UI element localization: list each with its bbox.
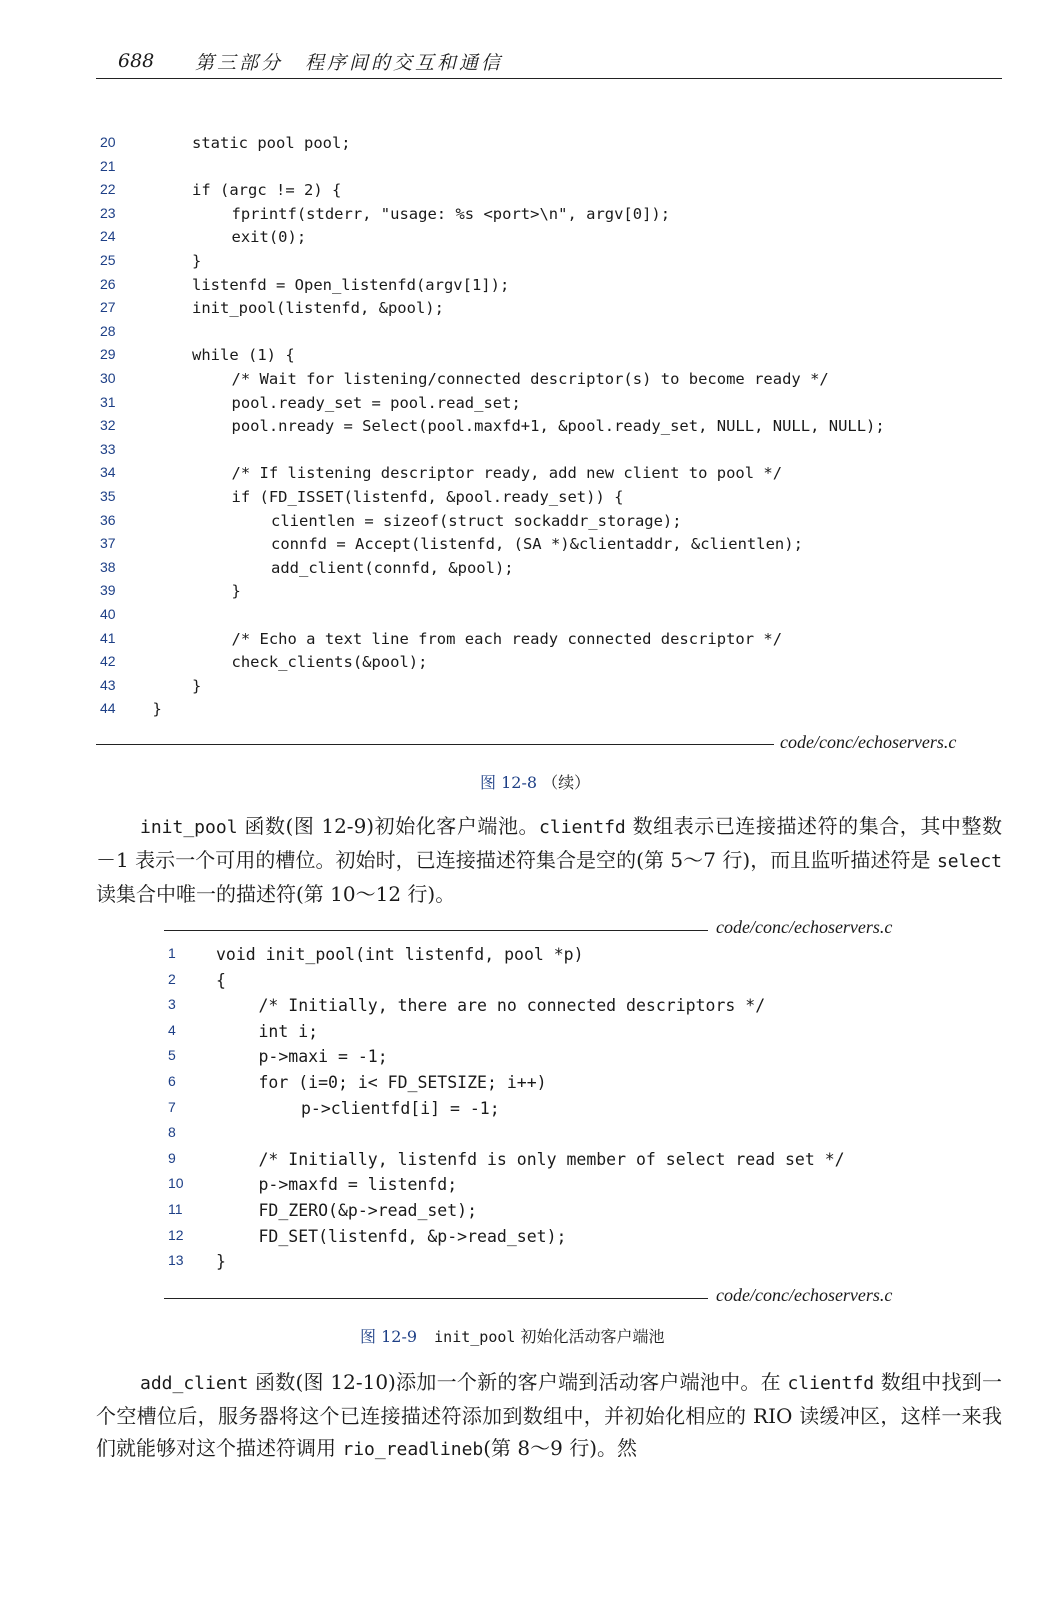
code-text: /* Initially, listenfd is only member of select read set */: [258, 1149, 845, 1169]
inline-code: clientfd: [787, 1373, 875, 1394]
code-text: check_clients(&pool);: [231, 653, 428, 672]
code-text: for (i=0; i< FD_SETSIZE; i++): [258, 1073, 547, 1092]
line-number: 3: [168, 996, 176, 1013]
code-text: FD_SET(listenfd, &p->read_set);: [258, 1226, 567, 1246]
line-number: 5: [168, 1047, 176, 1064]
chapter-title: 第三部分 程序间的交互和通信: [195, 52, 504, 74]
code-text: pool.nready = Select(pool.maxfd+1, &pool.ready_set, NULL, NULL, NULL);: [231, 417, 885, 436]
line-number: 28: [100, 322, 116, 339]
paragraph-text: 读集合中唯一的描述符(第 10～12 行)。: [96, 882, 456, 906]
code-text: init_pool(listenfd, &pool);: [192, 299, 444, 318]
line-number: 22: [100, 181, 116, 198]
code-text: int i;: [258, 1021, 319, 1041]
inline-code: select: [936, 851, 1002, 872]
paragraph-text: 数组表示已连接描述符的集合，其中整数－1 表示一个可用的槽位。初始时，已连接描述符集合是空的(第 5～7 行)，而且监听描述符是: [96, 814, 1002, 872]
figure-caption-12-9: [360, 1324, 665, 1347]
page-number: 688: [118, 50, 155, 72]
code-text: }: [231, 582, 241, 601]
code-text: while (1) {: [192, 346, 295, 365]
caption-code: init_pool: [434, 1328, 516, 1346]
line-number: 34: [100, 464, 116, 481]
code-text: listenfd = Open_listenfd(argv[1]);: [192, 275, 510, 294]
code-text: void init_pool(int listenfd, pool *p): [216, 945, 584, 964]
line-number: 26: [100, 275, 116, 292]
inline-code: clientfd: [539, 817, 626, 838]
code-text: pool.ready_set = pool.read_set;: [231, 393, 521, 412]
line-number: 11: [168, 1201, 183, 1217]
code-text: }: [192, 252, 202, 270]
code-text: if (argc != 2) {: [192, 181, 342, 200]
line-number: 36: [100, 511, 116, 528]
line-number: 1: [168, 945, 176, 961]
line-number: 20: [100, 134, 116, 150]
line-number: 39: [100, 582, 116, 599]
inline-code: rio_readlineb: [342, 1439, 484, 1460]
code-listing-12-8: [100, 134, 1000, 724]
line-number: 33: [100, 440, 116, 457]
line-number: 25: [100, 252, 116, 268]
caption-text: （续）: [542, 773, 591, 792]
header-divider: [96, 78, 1002, 79]
figure-caption-12-8: [480, 770, 590, 793]
code-text: connfd = Accept(listenfd, (SA *)&clientaddr, &clientlen);: [271, 535, 803, 554]
code-text: fprintf(stderr, "usage: %s <port>\n", argv[0]);: [231, 204, 671, 223]
line-number: 38: [100, 558, 116, 575]
line-number: 7: [168, 1098, 176, 1115]
body-paragraph-2: [96, 1366, 1002, 1466]
caption-number: 图 12-8: [480, 773, 538, 792]
line-number: 40: [100, 606, 116, 622]
source-rule-12-9-top: [164, 930, 708, 931]
source-rule-12-8: [96, 744, 774, 745]
line-number: 23: [100, 204, 116, 221]
code-text: /* Wait for listening/connected descriptor(s) to become ready */: [231, 370, 829, 388]
line-number: 43: [100, 676, 116, 693]
line-number: 8: [168, 1124, 176, 1141]
code-text: }: [152, 700, 162, 719]
code-text: clientlen = sizeof(struct sockaddr_storage);: [271, 511, 682, 530]
line-number: 27: [100, 299, 116, 316]
code-text: static pool pool;: [192, 134, 351, 152]
line-number: 42: [100, 653, 116, 670]
caption-number: 图 12-9: [360, 1327, 418, 1346]
body-paragraph-1: [96, 810, 1002, 910]
source-rule-12-9-bottom: [164, 1298, 708, 1299]
line-number: 9: [168, 1149, 176, 1166]
code-listing-12-9: [168, 945, 998, 1280]
paragraph-text: 函数(图 12-9)初始化客户端池。: [237, 814, 540, 838]
line-number: 35: [100, 488, 116, 504]
paragraph-text: (第 8～9 行)。然: [483, 1436, 638, 1460]
caption-text: 初始化活动客户端池: [515, 1327, 665, 1346]
inline-code: add_client: [140, 1373, 249, 1394]
line-number: 41: [100, 629, 116, 646]
line-number: 10: [168, 1175, 184, 1192]
code-text: add_client(connfd, &pool);: [271, 558, 514, 577]
code-text: /* If listening descriptor ready, add new client to pool */: [231, 464, 783, 483]
code-text: }: [216, 1252, 226, 1272]
source-file-label-top: code/conc/echoservers.c: [716, 917, 893, 937]
source-file-label: code/conc/echoservers.c: [780, 732, 957, 752]
line-number: 2: [168, 970, 176, 987]
code-text: }: [192, 676, 202, 695]
code-text: p->maxfd = listenfd;: [258, 1175, 458, 1195]
code-text: if (FD_ISSET(listenfd, &pool.ready_set)) {: [231, 488, 624, 506]
line-number: 31: [100, 393, 116, 410]
line-number: 12: [168, 1226, 184, 1243]
line-number: 13: [168, 1252, 184, 1269]
code-text: /* Initially, there are no connected descriptors */: [258, 996, 766, 1016]
code-text: exit(0);: [231, 228, 307, 247]
line-number: 24: [100, 228, 116, 245]
code-text: p->clientfd[i] = -1;: [301, 1098, 500, 1118]
code-text: p->maxi = -1;: [258, 1047, 388, 1067]
paragraph-text: 函数(图 12-10)添加一个新的客户端到活动客户端池中。在: [248, 1370, 788, 1394]
paragraph-text: 数组中找到一个空槽位后，服务器将这个已连接描述符添加到数组中，并初始化相应的 RIO 读缓冲区，这样一来我们就能够对这个描述符调用: [96, 1370, 1002, 1460]
source-file-label-bottom: code/conc/echoservers.c: [716, 1285, 893, 1305]
code-text: FD_ZERO(&p->read_set);: [258, 1201, 478, 1220]
code-text: {: [216, 970, 226, 990]
inline-code: init_pool: [140, 817, 238, 838]
line-number: 6: [168, 1073, 176, 1089]
line-number: 30: [100, 370, 116, 386]
line-number: 32: [100, 417, 116, 434]
line-number: 44: [100, 700, 116, 717]
line-number: 37: [100, 535, 116, 552]
line-number: 21: [100, 157, 116, 174]
line-number: 29: [100, 346, 116, 363]
line-number: 4: [168, 1021, 176, 1038]
code-text: /* Echo a text line from each ready connected descriptor */: [231, 629, 783, 648]
